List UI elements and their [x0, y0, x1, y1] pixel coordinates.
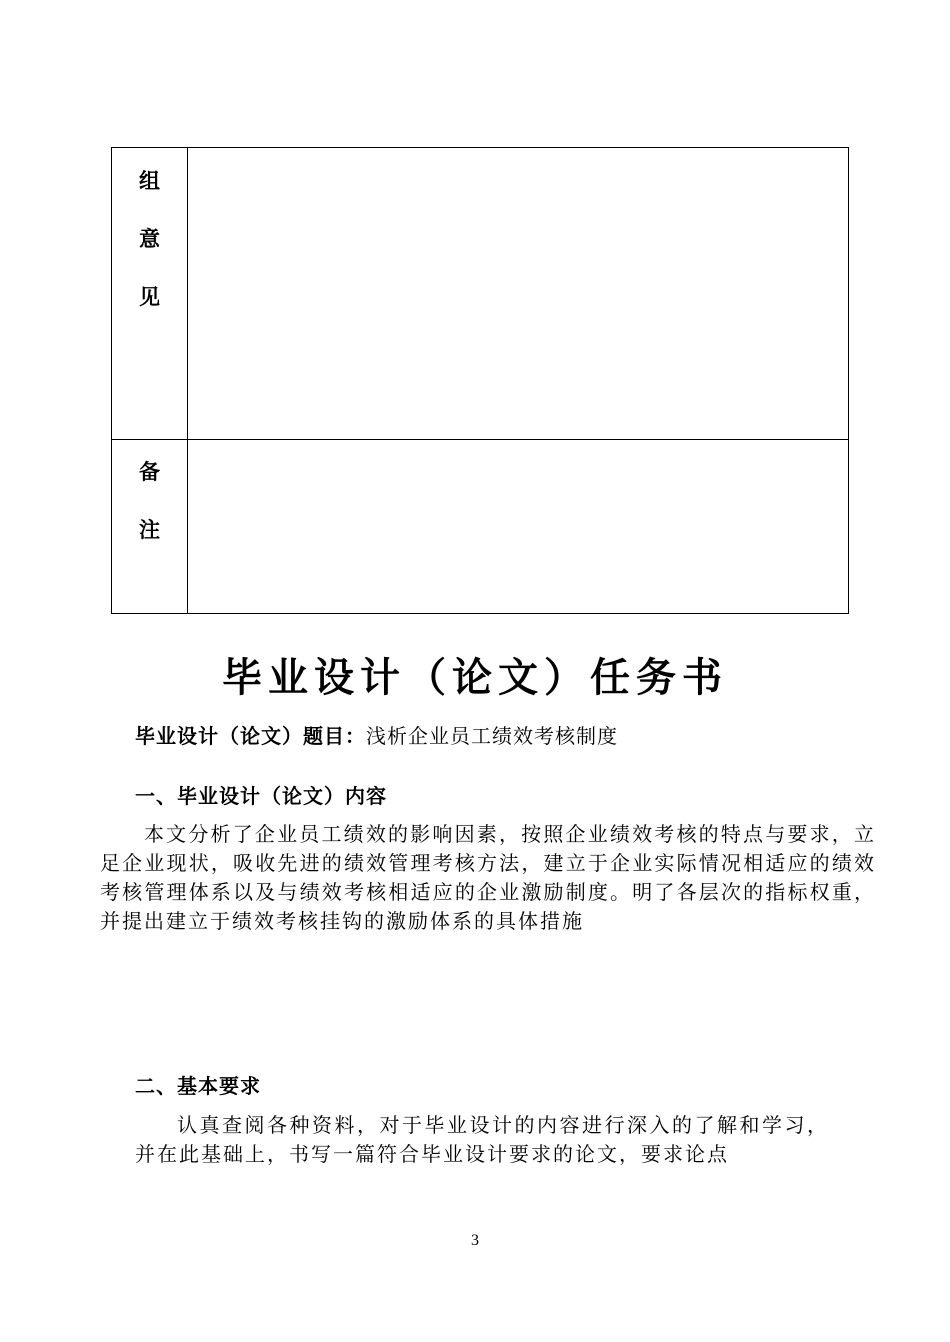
section-1-body: 本文分析了企业员工绩效的影响因素，按照企业绩效考核的特点与要求，立足企业现状，吸收先进的绩效管理考核方法，建立于企业实际情况相适应的绩效考核管理体系以及与绩效考核相适应的企业激励制度。明了各层次的指标权重，并提出建立于绩效考核挂钩的激励体系的具体措施: [100, 822, 876, 933]
opinion-label-char: 意: [139, 227, 160, 251]
remarks-label-char: 备: [139, 460, 160, 484]
table-column-divider: [187, 148, 188, 613]
page-number: 3: [471, 1232, 479, 1249]
opinion-label-char: 组: [139, 169, 160, 193]
section-1-heading: 一、毕业设计（论文）内容: [135, 784, 387, 808]
opinion-label-char: 见: [139, 285, 160, 309]
section-2-body: 认真查阅各种资料，对于毕业设计的内容进行深入的了解和学习，并在此基础上，书写一篇符合毕业设计要求的论文，要求论点: [135, 1113, 829, 1166]
subject-label: 毕业设计（论文）题目：: [135, 724, 366, 748]
review-table: [111, 147, 849, 614]
opinion-label: [112, 152, 187, 326]
document-title: 毕业设计（论文）任务书: [222, 655, 728, 701]
thesis-subject: [135, 720, 618, 749]
remarks-label-char: 注: [139, 518, 160, 542]
remarks-label: [112, 443, 187, 559]
section-2-heading: 二、基本要求: [135, 1074, 261, 1098]
table-row-divider: [112, 439, 848, 440]
subject-value: 浅析企业员工绩效考核制度: [366, 724, 618, 748]
